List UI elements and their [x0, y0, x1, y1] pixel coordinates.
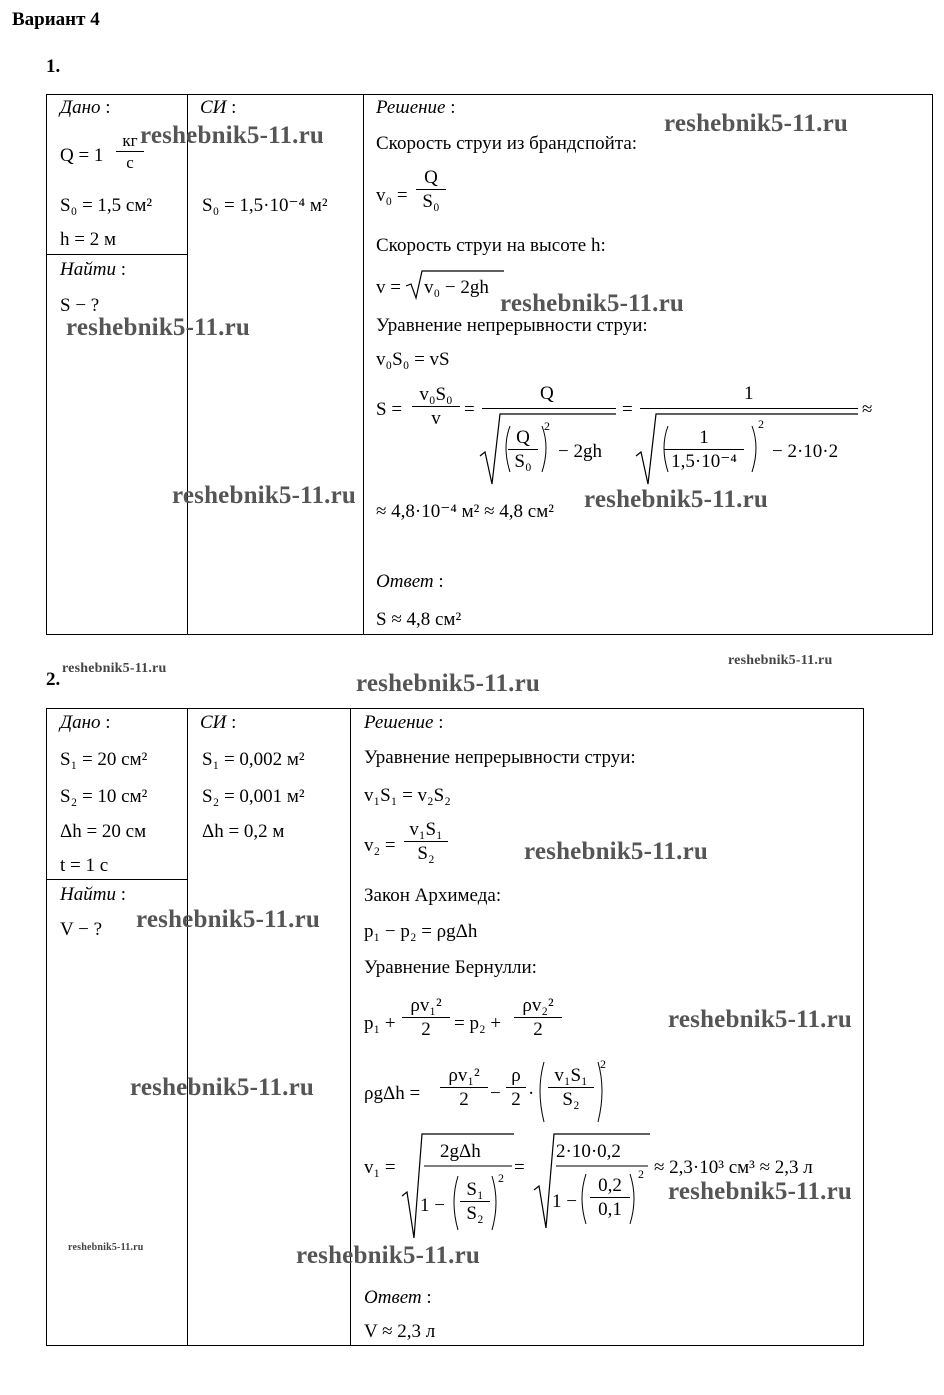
sol1-S-frac-2-tail: − 2gh: [558, 441, 602, 462]
watermark: reshebnik5-11.ru: [500, 290, 685, 317]
given-h: h = 2 м: [60, 229, 116, 250]
sol1-line-3: Уравнение непрерывности струи:: [376, 315, 648, 336]
si-label-1: СИ :: [200, 97, 237, 118]
sol1-S-lhs: S =: [376, 399, 403, 420]
given-label-2: Дано :: [60, 712, 111, 733]
watermark: reshebnik5-11.ru: [524, 838, 709, 865]
watermark: reshebnik5-11.ru: [62, 661, 167, 676]
watermark: reshebnik5-11.ru: [668, 1006, 853, 1033]
watermark: reshebnik5-11.ru: [664, 110, 849, 137]
sol2-result: ≈ 2,3·10³ см³ ≈ 2,3 л: [654, 1157, 813, 1178]
sol2-r-dot: ·: [528, 1083, 535, 1104]
answer-label-1: Ответ :: [376, 571, 444, 592]
sol2-v1-r2-num: 2·10·0,2: [556, 1141, 621, 1162]
find-label-2: Найти :: [60, 884, 126, 905]
sol1-line-2: Скорость струи на высоте h:: [376, 235, 606, 256]
sol2-line-3: Уравнение Бернулли:: [364, 957, 537, 978]
sol2-r-minus: −: [490, 1083, 501, 1104]
given-S0: S₀ = 1,5 см²: [60, 195, 153, 216]
given-Q: Q = 1: [60, 145, 104, 166]
sol1-result: ≈ 4,8·10⁻⁴ м² ≈ 4,8 см²: [376, 501, 554, 522]
watermark: reshebnik5-11.ru: [140, 122, 325, 149]
sol2-b-frac-2: ρv₂² 2: [514, 996, 562, 1039]
watermark: reshebnik5-11.ru: [584, 486, 769, 513]
sol2-r-pow: 2: [600, 1057, 606, 1071]
sol1-v0-lhs: v₀ =: [376, 185, 408, 206]
sol1-S-frac-2-bar: [482, 408, 616, 409]
sol1-S-frac-2-num: Q: [540, 383, 554, 404]
watermark: reshebnik5-11.ru: [356, 670, 541, 697]
sol1-eq-1: =: [464, 399, 475, 420]
sol1-approx: ≈: [862, 399, 873, 420]
sol2-v1-r1-pow: 2: [498, 1171, 504, 1185]
given-t: t = 1 с: [60, 855, 109, 876]
sol2-r-frac-2: ρ 2: [506, 1066, 526, 1109]
sol2-v2-fraction: v₁S₁ S₂: [404, 820, 448, 863]
solution-label-2: Решение :: [364, 712, 444, 733]
sol2-v1-eq: =: [514, 1157, 525, 1178]
problem-1-number: 1.: [46, 56, 61, 77]
find-S: S − ?: [60, 295, 100, 316]
given-Q-unit: кг с: [116, 132, 144, 171]
sol1-line-1: Скорость струи из брандспойта:: [376, 133, 638, 154]
sol1-v0-fraction: Q S₀: [416, 168, 446, 211]
sol2-continuity: v₁S₁ = v₂S₂: [364, 785, 451, 806]
sol2-v1-r2-pow: 2: [638, 1167, 644, 1181]
sol1-S-frac-3-tail: − 2·10·2: [772, 441, 839, 462]
sol1-continuity: v₀S₀ = vS: [376, 349, 450, 370]
given-label-1: Дано :: [60, 97, 111, 118]
sol2-r-paren-frac: v₁S₁ S₂: [548, 1066, 594, 1109]
page-title: Вариант 4: [12, 9, 100, 30]
sol2-v1-r2-one: 1 −: [552, 1191, 577, 1212]
answer-2: V ≈ 2,3 л: [364, 1321, 436, 1342]
watermark: reshebnik5-11.ru: [68, 1242, 144, 1253]
answer-1: S ≈ 4,8 см²: [376, 609, 462, 630]
sol2-v1-lhs: v₁ =: [364, 1157, 396, 1178]
answer-label-2: Ответ :: [364, 1287, 432, 1308]
sol2-v1-r1-inner: S₁ S₂: [460, 1180, 490, 1223]
solution-label-1: Решение :: [376, 97, 456, 118]
si-S2: S₂ = 0,001 м²: [202, 786, 305, 807]
sol1-S-frac-3-num: 1: [744, 383, 754, 404]
sol2-v1-r2-inner: 0,2 0,1: [590, 1176, 630, 1219]
sol2-b-p1: p₁ +: [364, 1013, 396, 1034]
sol2-archimedes: p₁ − p₂ = ρgΔh: [364, 921, 478, 942]
sol2-b-mid: = p₂ +: [454, 1013, 502, 1034]
si-dh: Δh = 0,2 м: [202, 821, 285, 842]
si-S0: S₀ = 1,5·10⁻⁴ м²: [202, 195, 328, 216]
sol1-S-frac-1: v₀S₀ v: [412, 385, 460, 428]
watermark: reshebnik5-11.ru: [66, 314, 251, 341]
watermark: reshebnik5-11.ru: [130, 1074, 315, 1101]
watermark: reshebnik5-11.ru: [668, 1178, 853, 1205]
given-S1: S₁ = 20 см²: [60, 749, 148, 770]
sol2-line-2: Закон Архимеда:: [364, 885, 502, 906]
sol2-v2-lhs: v₂ =: [364, 835, 396, 856]
sol1-v-lhs: v =: [376, 277, 401, 298]
find-label-1: Найти :: [60, 259, 126, 280]
si-S1: S₁ = 0,002 м²: [202, 749, 305, 770]
sol1-S-frac-2-pow: 2: [544, 419, 550, 433]
watermark: reshebnik5-11.ru: [172, 482, 357, 509]
sol2-b-frac-1: ρv₁² 2: [402, 996, 450, 1039]
si-label-2: СИ :: [200, 712, 237, 733]
given-dh: Δh = 20 см: [60, 821, 147, 842]
problem-2-number: 2.: [46, 669, 61, 690]
sol1-S-frac-3-pow: 2: [758, 417, 764, 431]
sol2-v1-r1-one: 1 −: [420, 1195, 445, 1216]
sol2-r-lhs: ρgΔh =: [364, 1083, 421, 1104]
watermark: reshebnik5-11.ru: [296, 1242, 481, 1269]
sol2-line-1: Уравнение непрерывности струи:: [364, 747, 636, 768]
sol1-S-frac-2-inner: Q S₀: [508, 428, 538, 471]
sol2-v1-r1-num: 2gΔh: [440, 1141, 481, 1162]
find-V: V − ?: [60, 919, 103, 940]
watermark: reshebnik5-11.ru: [136, 906, 321, 933]
sol1-S-frac-3-inner: 1 1,5·10⁻⁴: [664, 428, 744, 471]
sol1-eq-2: =: [622, 399, 633, 420]
sol1-v-radicand: v₀ − 2gh: [424, 277, 489, 298]
sol2-r-frac-1: ρv₁² 2: [440, 1066, 488, 1109]
sol1-S-frac-3-bar: [640, 408, 858, 409]
watermark: reshebnik5-11.ru: [728, 653, 833, 668]
given-S2: S₂ = 10 см²: [60, 786, 148, 807]
